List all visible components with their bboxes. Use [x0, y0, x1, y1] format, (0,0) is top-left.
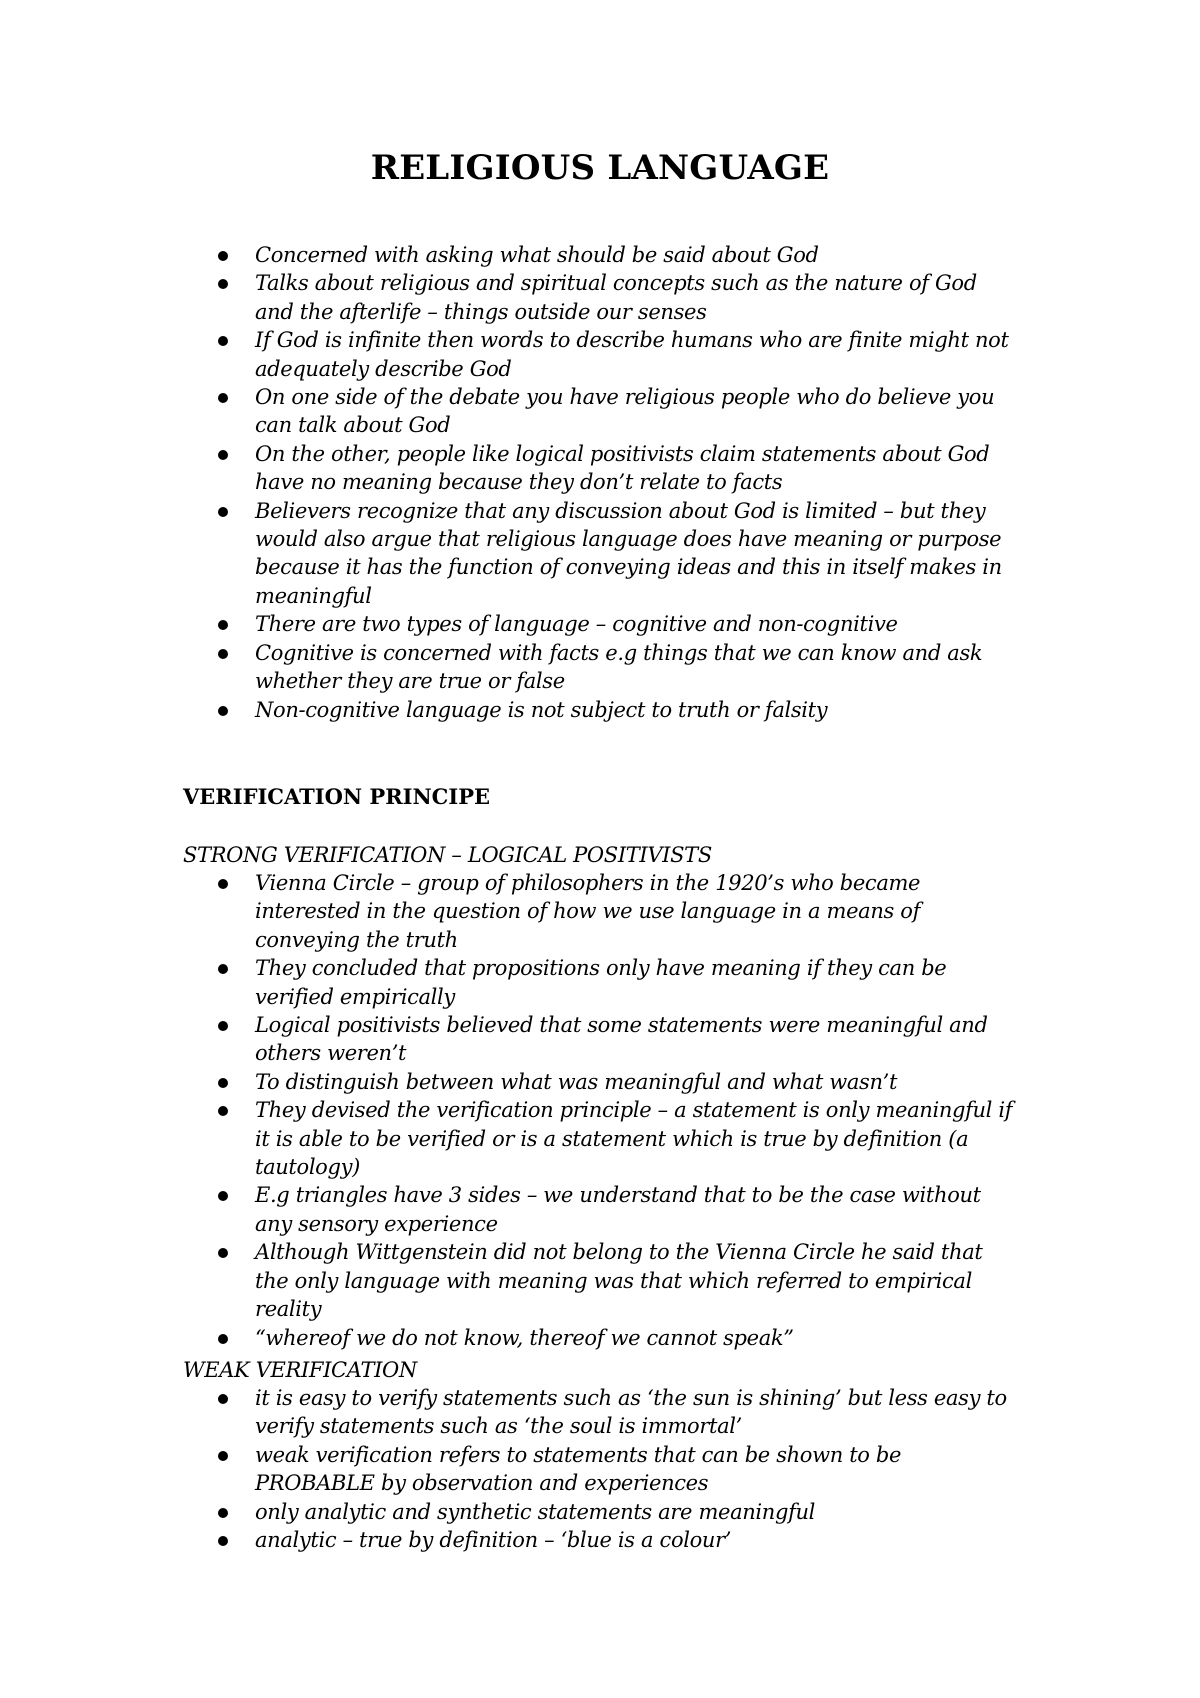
bullet-text: analytic – true by definition – ‘blue is a colour’	[255, 1528, 732, 1553]
bullet-item	[0, 696, 1200, 724]
bullet-item	[0, 383, 1200, 440]
intro-bullet-list	[0, 241, 1200, 724]
bullet-item	[0, 497, 1200, 611]
verification-heading: VERIFICATION PRINCIPE	[183, 784, 491, 809]
strong-verification-list	[0, 869, 1200, 1352]
bullet-item	[0, 1181, 1200, 1238]
bullet-icon	[218, 879, 228, 889]
bullet-item	[0, 241, 1200, 269]
bullet-icon	[218, 507, 228, 517]
bullet-item	[0, 326, 1200, 383]
bullet-icon	[218, 1334, 228, 1344]
bullet-icon	[218, 393, 228, 403]
bullet-text: To distinguish between what was meaningful and what wasn’t	[255, 1069, 898, 1094]
weak-verification-subheading: WEAK VERIFICATION	[183, 1358, 417, 1382]
bullet-icon	[218, 1248, 228, 1258]
bullet-item	[0, 1384, 1200, 1441]
bullet-icon	[218, 450, 228, 460]
strong-verification-subheading: STRONG VERIFICATION – LOGICAL POSITIVISTS	[183, 843, 712, 867]
bullet-icon	[218, 620, 228, 630]
bullet-text: it is easy to verify statements such as ‘the sun is shining’ but less easy to verify statements such as ‘the soul is immortal’	[255, 1386, 1007, 1439]
bullet-text: only analytic and synthetic statements are meaningful	[255, 1499, 816, 1524]
bullet-item	[0, 1441, 1200, 1498]
bullet-text: There are two types of language – cognitive and non-cognitive	[255, 612, 898, 637]
bullet-icon	[218, 1078, 228, 1088]
bullet-icon	[218, 1451, 228, 1461]
bullet-icon	[218, 964, 228, 974]
bullet-text: On one side of the debate you have religious people who do believe you can talk about God	[255, 385, 995, 438]
bullet-item	[0, 1238, 1200, 1323]
bullet-icon	[218, 251, 228, 261]
weak-verification-list	[0, 1384, 1200, 1554]
bullet-icon	[218, 1106, 228, 1116]
bullet-item	[0, 639, 1200, 696]
bullet-text: E.g triangles have 3 sides – we understand that to be the case without any sensory experience	[255, 1183, 981, 1236]
bullet-item	[0, 1526, 1200, 1554]
bullet-item	[0, 269, 1200, 326]
bullet-text: Believers recognize that any discussion about God is limited – but they would also argue that religious language does have meaning or purpose because it has the function of conveying ideas and this in itself makes in meaningful	[255, 498, 1002, 608]
bullet-icon	[218, 706, 228, 716]
bullet-text: Although Wittgenstein did not belong to the Vienna Circle he said that the only language with meaning was that which referred to empirical reality	[255, 1240, 983, 1322]
bullet-item	[0, 1498, 1200, 1526]
bullet-text: Cognitive is concerned with facts e.g things that we can know and ask whether they are true or false	[255, 640, 983, 694]
bullet-item	[0, 869, 1200, 954]
bullet-icon	[218, 1536, 228, 1546]
bullet-icon	[218, 336, 228, 346]
bullet-icon	[218, 1508, 228, 1518]
bullet-icon	[218, 649, 228, 659]
bullet-item	[0, 1324, 1200, 1352]
bullet-text: On the other, people like logical positivists claim statements about God have no meaning because they don’t relate to facts	[255, 441, 990, 495]
bullet-item	[0, 954, 1200, 1011]
bullet-text: Logical positivists believed that some statements were meaningful and others weren’t	[255, 1013, 988, 1066]
bullet-text: Vienna Circle – group of philosophers in the 1920’s who became interested in the question of how we use language in a means of conveying the truth	[255, 871, 921, 952]
bullet-icon	[218, 279, 228, 289]
bullet-text: They concluded that propositions only have meaning if they can be verified empirically	[255, 956, 947, 1009]
bullet-text: If God is infinite then words to describe humans who are finite might not adequately describe God	[255, 328, 1009, 381]
bullet-icon	[218, 1191, 228, 1201]
bullet-text: They devised the verification principle – a statement is only meaningful if it is able to be verified or is a statement which is true by definition (a tautology)	[255, 1098, 1013, 1180]
bullet-text: “whereof we do not know, thereof we cannot speak”	[255, 1325, 794, 1350]
bullet-icon	[218, 1021, 228, 1031]
bullet-icon	[218, 1394, 228, 1404]
bullet-item	[0, 1096, 1200, 1181]
bullet-item	[0, 1068, 1200, 1096]
bullet-item	[0, 1011, 1200, 1068]
bullet-text: Non-cognitive language is not subject to truth or falsity	[255, 697, 828, 722]
bullet-text: Concerned with asking what should be said about God	[255, 243, 819, 267]
bullet-item	[0, 440, 1200, 497]
page-title: RELIGIOUS LANGUAGE	[370, 148, 830, 188]
bullet-text: Talks about religious and spiritual concepts such as the nature of God and the afterlife – things outside our senses	[255, 271, 977, 324]
bullet-item	[0, 610, 1200, 638]
bullet-text: weak verification refers to statements that can be shown to be PROBABLE by observation and experiences	[255, 1442, 902, 1496]
